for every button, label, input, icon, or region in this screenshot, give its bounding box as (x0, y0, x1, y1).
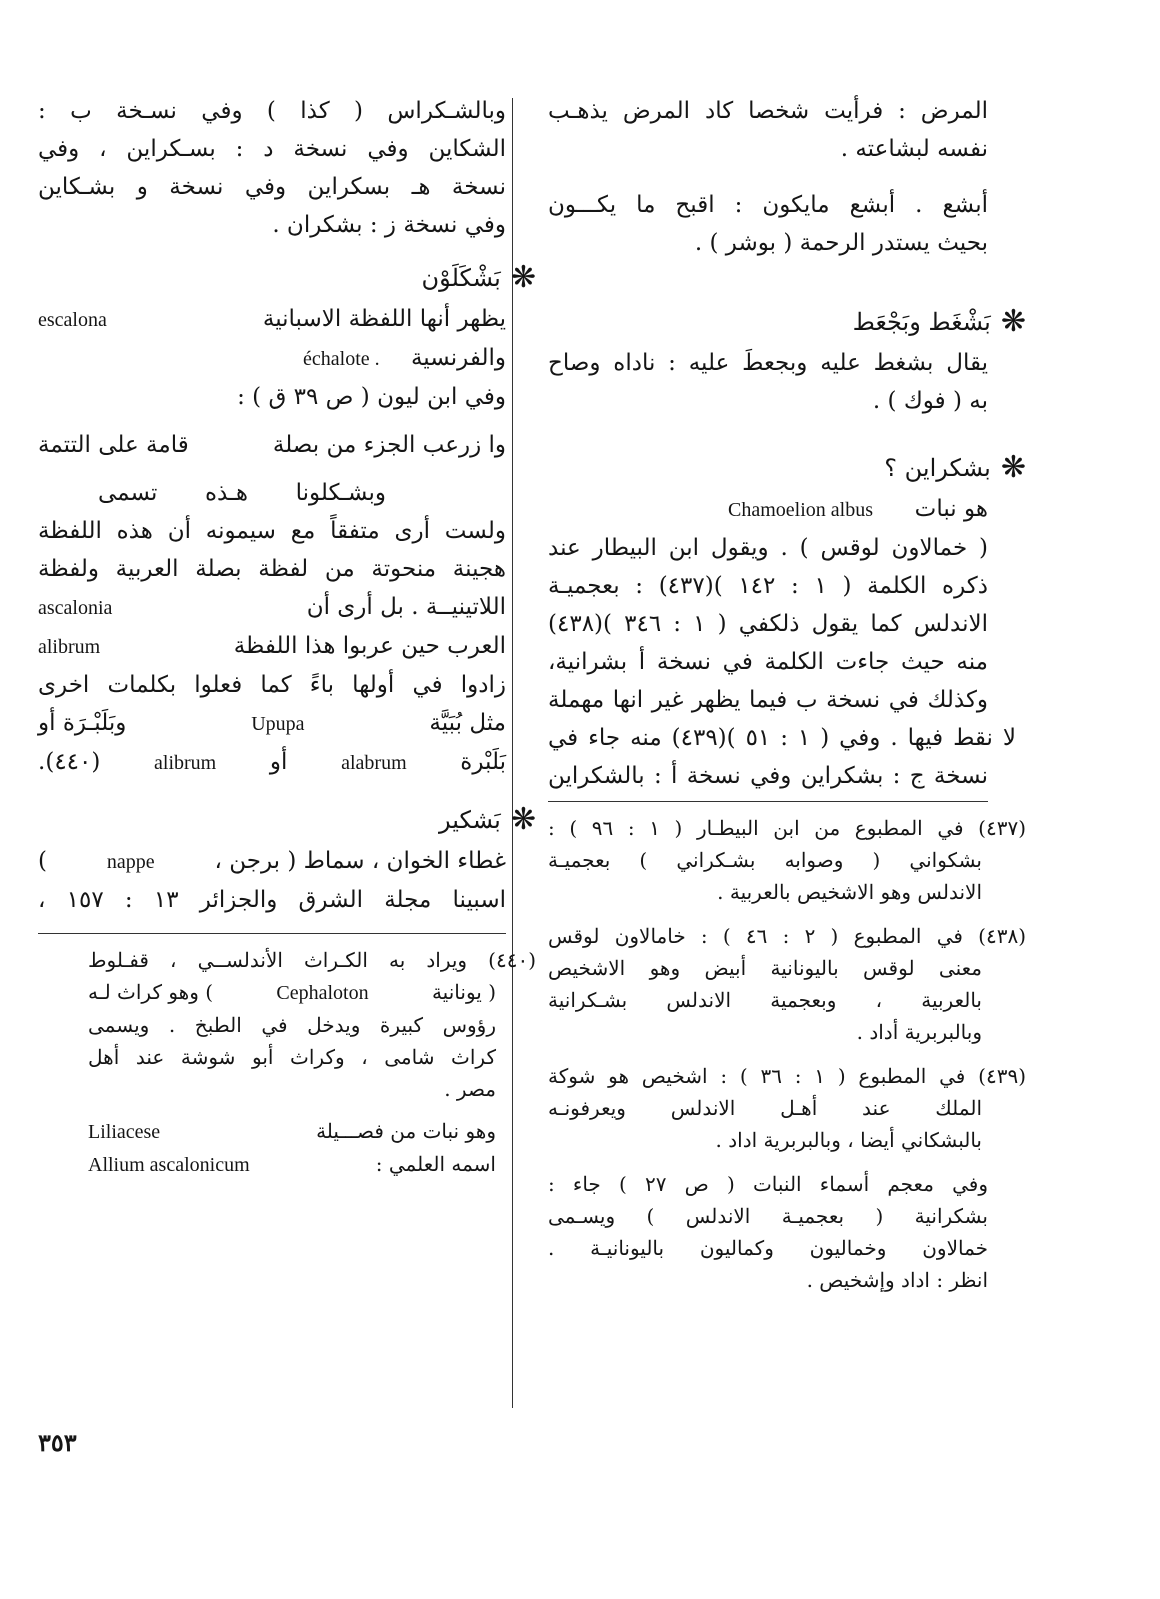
entry-line: اسبينا مجلة الشرق والجزائر ١٣ : ١٥٧ ، (38, 887, 507, 913)
intro-line-2: نفسه لبشاعته . (840, 136, 988, 162)
intro-line-1: المرض : فرأيت شخصا كاد المرض يذهـب (548, 98, 988, 124)
footnote-437 (548, 812, 1026, 908)
entry-line: لا نقط فيها . وفي ( ١ : ٥١ )(٤٣٩) منه جاء في (548, 725, 1017, 751)
entry-line: ذكره الكلمة ( ١ : ١٤٢ )(٤٣٧) : بعجميـة (548, 573, 988, 599)
entry-line: وبالشـكراس ( كذا ) وفي نسـخة ب : (38, 98, 506, 124)
entry-line: الاندلس كما يقول ذلكفي ( ١ : ٣٤٦ )(٤٣٨) (548, 611, 988, 637)
footnote-line: بشكواني ( وصوابه بشـكراني ) بعجميـة (548, 848, 982, 872)
footnote-ref: (٤٤٠). (38, 749, 101, 775)
verse-line (38, 426, 506, 464)
asterisk-icon: ❋ (1000, 304, 1026, 339)
footnote-439 (548, 1060, 1026, 1156)
footnote-line: (٤٣٨) في المطبوع ( ٢ : ٤٦ ) : خامالاون لوقس (548, 924, 1026, 948)
entry-heading-bashghat (548, 300, 1026, 344)
entry-line (38, 300, 506, 339)
verse-line: وبشـكلونا هـذه تسمى (98, 480, 386, 506)
footnote-439-continued (548, 1168, 988, 1296)
entry-line (38, 842, 506, 881)
arabic-text: والفرنسية (410, 345, 506, 371)
footnote-line: بشكرانية ( بعجميـة الاندلس ) ويسـمى (548, 1204, 988, 1228)
latin-term: Chamoelion albus (728, 499, 873, 521)
entry-line: زادوا في أولها باءً كما فعلوا بكلمات اخرى (38, 672, 506, 698)
footnote-line: كراث شامى ، وكراث أبو شوشة عند أهل (88, 1045, 496, 1069)
entry-line (38, 627, 506, 666)
entry-heading-bashkalon (38, 256, 536, 300)
entry-line: نسخة هـ بسكراين وفي نسخة و بشـكاين (38, 174, 506, 200)
footnote-line: (٤٤٠) ويراد به الكـراث الأندلســي ، قفـلوط (88, 948, 536, 972)
right-column (548, 92, 1027, 1308)
headword: بَشكير (439, 806, 501, 834)
arabic-text: اللاتينيــة . بل أرى أن (306, 594, 506, 620)
asterisk-icon: ❋ (510, 260, 536, 295)
footnote-line: خمالاون وخماليون وكماليون باليونانيـة . (548, 1236, 988, 1260)
footnote-line: انظر : اداد وإشخيص . (806, 1268, 988, 1292)
entry-line (38, 704, 506, 743)
entry-line: هجينة منحوتة من لفظة بصلة العربية ولفظة (38, 556, 506, 582)
footnote-line (88, 1148, 536, 1181)
footnote-divider (548, 801, 988, 802)
entry-line: وكذلك في نسخة ب فيما يظهر غير انها مهملة (548, 687, 988, 713)
latin-term: ascalonia (38, 597, 113, 619)
footnote-438 (548, 920, 1026, 1048)
headword: بَشْغَط وبَجْعَط (852, 308, 991, 336)
footnote-line: مصر . (444, 1077, 496, 1101)
arabic-text: أو (269, 749, 288, 775)
absha-line-1: أبشع . أبشع مايكون : اقبح ما يكـــون (548, 192, 988, 218)
footnote-line: (٤٣٩) في المطبوع ( ١ : ٣٦ ) : اشخيص هو شوكة (548, 1064, 1027, 1088)
entry-line (38, 588, 506, 627)
page-number: ٣٥٣ (38, 1428, 77, 1457)
arabic-text: ( يونانية (431, 980, 496, 1004)
entry-heading-bashkarayn (548, 446, 1026, 490)
latin-term: alibrum (38, 636, 101, 658)
entry-line: وفي نسخة ز : بشكران . (272, 212, 506, 238)
latin-term: alibrum (154, 752, 217, 774)
latin-term: Liliacese (88, 1121, 161, 1143)
entry-line (548, 490, 988, 529)
footnote-line (88, 1115, 536, 1148)
latin-term: escalona (38, 309, 107, 331)
arabic-text: يظهر أنها اللفظة الاسبانية (262, 306, 506, 332)
headword: بشكراين ؟ (884, 454, 991, 482)
arabic-text: اسمه العلمي : (375, 1152, 496, 1176)
arabic-text: بَلَبْرة (460, 749, 506, 775)
left-column (38, 92, 536, 1193)
entry-line: وفي ابن ليون ( ص ٣٩ ق ) : (237, 384, 506, 410)
verse-hemistich: قامة على التتمة (38, 432, 189, 458)
footnote-line (88, 976, 536, 1009)
entry-line: الشكاين وفي نسخة د : بسـكراين ، وفي (38, 136, 506, 162)
arabic-text: وبَلَبْـرَة أو (38, 710, 127, 736)
arabic-text: غطاء الخوان ، سماط ( برجن ، (214, 848, 506, 874)
footnote-line: بالعربية ، وبعجمية الاندلس بشـكرانية (548, 988, 982, 1012)
entry-line: ولست أرى متفقاً مع سيمونه أن هذه اللفظة (38, 518, 506, 544)
arabic-text: هو نبات (914, 496, 988, 522)
entry-line: منه حيث جاءت الكلمة في نسخة أ بشرانية، (548, 649, 988, 675)
footnote-line: (٤٣٧) في المطبوع من ابن البيطـار ( ١ : ٩٦ ) : (548, 816, 1027, 840)
footnote-440 (88, 944, 536, 1181)
footnote-line: وفي معجم أسماء النبات ( ص ٢٧ ) جاء : (548, 1172, 988, 1196)
entry-heading-bashkir (38, 798, 536, 842)
arabic-text: العرب حين عربوا هذا اللفظة (233, 633, 506, 659)
entry-line: به ( فوك ) . (872, 388, 988, 414)
entry-line: نسخة ج : بشكراين وفي نسخة أ : بالشكراين (548, 763, 988, 789)
footnote-line: الملك عند أهـل الاندلس ويعرفونـه (548, 1096, 982, 1120)
paren-close: ) (38, 848, 47, 874)
latin-term: nappe (106, 851, 155, 873)
headword: بَشْكَلَوْن (421, 264, 501, 292)
asterisk-icon: ❋ (510, 802, 536, 837)
arabic-text: مثل بُبَيَّة (429, 710, 506, 736)
entry-line: ( خمالاون لوقس ) . ويقول ابن البيطار عند (548, 535, 988, 561)
entry-line (38, 339, 506, 378)
asterisk-icon: ❋ (1000, 450, 1026, 485)
footnote-divider (38, 933, 506, 934)
verse-hemistich: وا زرعب الجزء من بصلة (272, 432, 506, 458)
absha-line-2: بحيث يستدر الرحمة ( بوشر ) . (694, 230, 988, 256)
entry-line: يقال بشغط عليه وبجعطَ عليه : ناداه وصاح (548, 350, 988, 376)
footnote-line: الاندلس وهو الاشخيص بالعربية . (717, 880, 982, 904)
arabic-text: ) وهو كراث لـه (88, 980, 214, 1004)
latin-term: Upupa (251, 713, 305, 735)
footnote-line: رؤوس كبيرة ويدخل في الطبخ . ويسمى (88, 1013, 496, 1037)
arabic-text: وهو نبات من فصـــيلة (316, 1119, 496, 1143)
latin-term: alabrum (341, 752, 407, 774)
footnote-line: بالبشكاني أيضا ، وبالبربرية اداد . (715, 1128, 982, 1152)
latin-term: échalote . (303, 348, 380, 370)
latin-term: Allium ascalonicum (88, 1154, 250, 1176)
entry-line (38, 743, 506, 782)
footnote-line: معنى لوقس باليونانية أبيض وهو الاشخيص (548, 956, 982, 980)
footnote-line: وبالبربرية أداد . (856, 1020, 982, 1044)
latin-term: Cephaloton (276, 982, 369, 1004)
